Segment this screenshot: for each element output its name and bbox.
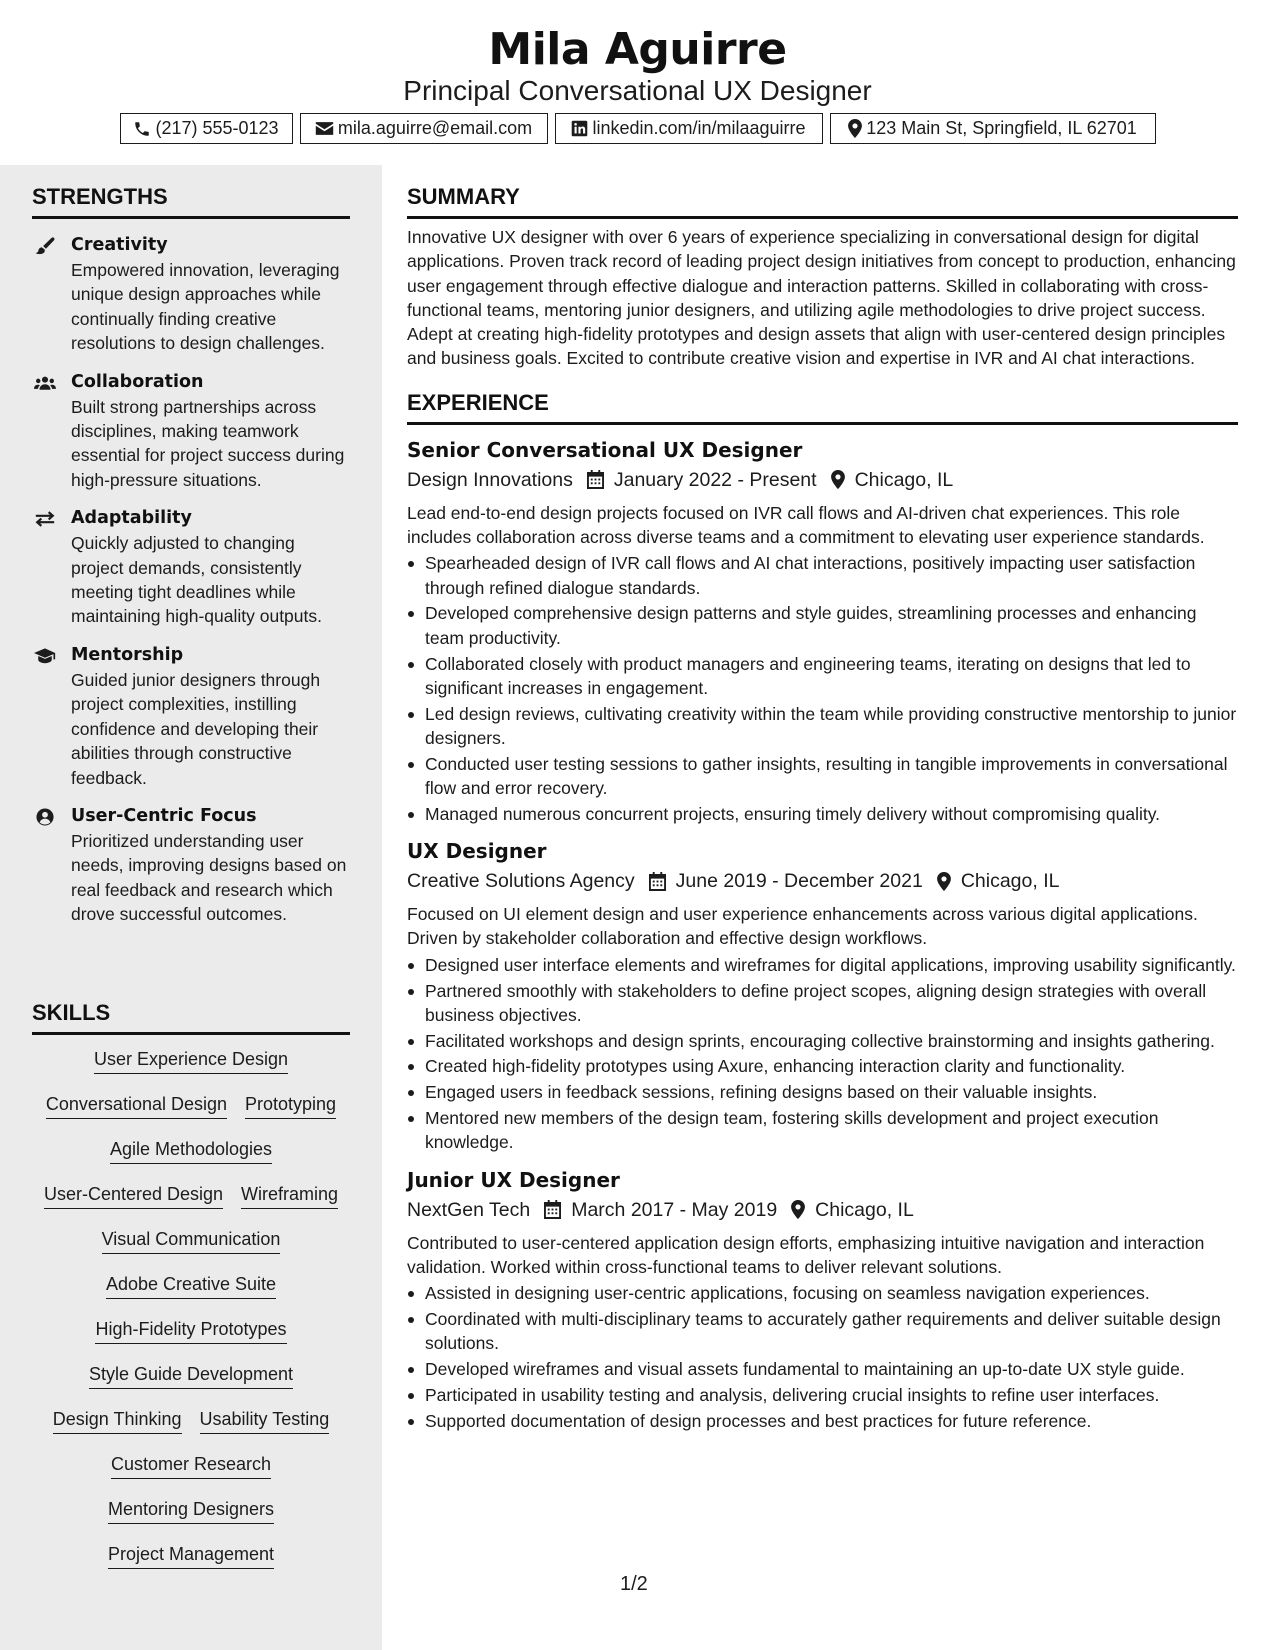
job-meta <box>407 1195 1238 1225</box>
summary-text: Innovative UX designer with over 6 years of experience specializing in conversational design for digital applications. Proven track record of leading project design initiatives from concept to production, enhancing user engagement through effective dialogue and interaction patterns. Skilled in collaborating with cross-functional teams, mentoring junior designers, and utilizing agile methodologies to drive project success. Adept at creating high-fidelity prototypes and design assets that align with user-centered design principles and business goals. Excited to contribute creative vision and expertise in IVR and AI chat interactions. <box>407 227 1236 369</box>
strength-item <box>32 804 350 927</box>
contact-bar <box>0 113 1275 144</box>
skill-tag: Mentoring Designers <box>32 1495 350 1540</box>
strength-item <box>32 233 350 356</box>
calendar-icon <box>544 1200 561 1219</box>
job-title: UX Designer <box>407 839 547 864</box>
job-location: Chicago, IL <box>960 870 1060 893</box>
strength-description: Built strong partnerships across disciplines, making teamwork essential for project success during high-pressure situations. <box>71 396 345 490</box>
skill-tag: Conversational Design <box>46 1090 227 1135</box>
summary-section <box>407 182 1238 371</box>
resume-header <box>0 0 1275 160</box>
job-bullets <box>407 1281 1238 1433</box>
exchange-arrows-icon <box>34 510 56 528</box>
page-number: 1/2 <box>620 1573 648 1595</box>
job-dates: June 2019 - December 2021 <box>675 870 923 893</box>
strength-title: Mentorship <box>71 644 184 665</box>
job-bullets <box>407 551 1238 826</box>
skill-tag: Prototyping <box>245 1090 336 1135</box>
summary-heading: SUMMARY <box>407 182 1238 219</box>
job-entry <box>407 435 1238 826</box>
job-bullet: Supported documentation of design processes and best practices for future reference. <box>407 1409 1238 1433</box>
job-bullet: Partnered smoothly with stakeholders to define project scopes, aligning design strategies with overall business objectives. <box>407 979 1238 1028</box>
job-description: Contributed to user-centered application design efforts, emphasizing intuitive navigation and interaction validation. Worked within cross-functional teams to deliver relevant solutions. <box>407 1232 1205 1277</box>
phone-text: (217) 555-0123 <box>155 118 279 138</box>
skills-section <box>32 998 350 1585</box>
job-bullet: Participated in usability testing and analysis, delivering crucial insights to refine user interfaces. <box>407 1383 1238 1407</box>
strength-title: User-Centric Focus <box>71 805 257 826</box>
job-company: NextGen Tech <box>407 1198 531 1221</box>
job-dates: January 2022 - Present <box>613 468 817 491</box>
candidate-title: Principal Conversational UX Designer <box>403 75 872 106</box>
graduation-cap-icon <box>34 647 56 665</box>
linkedin-icon <box>571 120 588 137</box>
job-company: Design Innovations <box>407 468 573 491</box>
job-bullet: Mentored new members of the design team, fostering skills development and project execution knowledge. <box>407 1106 1238 1155</box>
contact-linkedin[interactable] <box>555 113 823 144</box>
skill-tag: Design Thinking <box>53 1405 182 1450</box>
skill-tag: Agile Methodologies <box>32 1135 350 1180</box>
job-bullets <box>407 953 1238 1155</box>
job-bullet: Collaborated closely with product managers and engineering teams, iterating on designs that led to significant increases in engagement. <box>407 652 1238 701</box>
map-pin-icon <box>848 119 862 138</box>
skill-tag: High-Fidelity Prototypes <box>32 1315 350 1360</box>
job-bullet: Spearheaded design of IVR call flows and AI chat interactions, positively impacting user satisfaction through refined dialogue standards. <box>407 551 1238 600</box>
contact-phone <box>120 113 293 144</box>
job-bullet: Managed numerous concurrent projects, ensuring timely delivery without compromising quality. <box>407 802 1238 826</box>
address-text: 123 Main St, Springfield, IL 62701 <box>866 118 1137 138</box>
calendar-icon <box>649 872 666 891</box>
job-bullet: Coordinated with multi-disciplinary teams to accurately gather requirements and deliver suitable design solutions. <box>407 1307 1238 1356</box>
skill-tag: Customer Research <box>32 1450 350 1495</box>
job-title: Senior Conversational UX Designer <box>407 437 803 462</box>
strength-description: Guided junior designers through project complexities, instilling confidence and developing their abilities through constructive feedback. <box>71 669 321 788</box>
job-bullet: Created high-fidelity prototypes using Axure, enhancing interaction clarity and functionality. <box>407 1054 1238 1078</box>
job-meta <box>407 465 1238 495</box>
skill-tag: Project Management <box>32 1540 350 1585</box>
strengths-heading: STRENGTHS <box>32 182 350 219</box>
skill-tag: User Experience Design <box>32 1045 350 1090</box>
skill-tag: Visual Communication <box>32 1225 350 1270</box>
job-description: Lead end-to-end design projects focused on IVR call flows and AI-driven chat experiences. This role includes collaboration across diverse teams and a commitment to elevating user experience standards. <box>407 502 1205 548</box>
strength-item <box>32 506 350 629</box>
paintbrush-icon <box>34 237 56 255</box>
envelope-icon <box>315 121 334 136</box>
job-location: Chicago, IL <box>854 468 954 491</box>
skill-tag: Adobe Creative Suite <box>32 1270 350 1315</box>
left-sidebar <box>0 165 382 1650</box>
contact-email[interactable] <box>300 113 548 144</box>
skills-heading: SKILLS <box>32 998 350 1035</box>
strength-item <box>32 370 350 493</box>
skill-tag: Wireframing <box>241 1180 338 1225</box>
email-link[interactable]: mila.aguirre@email.com <box>337 118 533 138</box>
phone-icon <box>133 120 151 138</box>
skills-list <box>32 1045 350 1585</box>
job-bullet: Developed comprehensive design patterns and style guides, streamlining processes and enhancing team productivity. <box>407 601 1238 650</box>
strength-item <box>32 643 350 790</box>
job-meta <box>407 866 1238 896</box>
skill-tag: User-Centered Design <box>44 1180 223 1225</box>
job-bullet: Developed wireframes and visual assets fundamental to maintaining an up-to-date UX style guide. <box>407 1357 1238 1381</box>
users-icon <box>34 374 56 392</box>
skill-tag: Style Guide Development <box>32 1360 350 1405</box>
job-entry <box>407 1165 1238 1433</box>
main-content <box>407 165 1238 1434</box>
experience-heading: EXPERIENCE <box>407 388 1238 425</box>
strength-description: Empowered innovation, leveraging unique design approaches while continually finding creative resolutions to design challenges. <box>71 260 340 354</box>
job-description: Focused on UI element design and user experience enhancements across various digital applications. Driven by stakeholder collaboration and effective design workflows. <box>407 904 1198 949</box>
job-bullet: Led design reviews, cultivating creativity within the team while providing constructive mentorship to junior designers. <box>407 702 1238 751</box>
job-location: Chicago, IL <box>815 1198 914 1221</box>
strength-title: Collaboration <box>71 371 204 392</box>
job-bullet: Designed user interface elements and wireframes for digital applications, improving usability significantly. <box>407 953 1238 977</box>
job-dates: March 2017 - May 2019 <box>571 1198 778 1221</box>
job-bullet: Facilitated workshops and design sprints, encouraging collective brainstorming and insights gathering. <box>407 1029 1238 1053</box>
experience-section <box>407 388 1238 1433</box>
strength-description: Prioritized understanding user needs, improving designs based on real feedback and research which drove successful outcomes. <box>71 830 347 925</box>
job-entry <box>407 836 1238 1154</box>
job-title: Junior UX Designer <box>407 1167 620 1192</box>
skill-tag: Usability Testing <box>200 1405 330 1450</box>
candidate-name: Mila Aguirre <box>488 24 787 75</box>
contact-address <box>830 113 1156 144</box>
user-circle-icon <box>34 808 56 826</box>
job-company: Creative Solutions Agency <box>407 870 635 893</box>
strength-title: Adaptability <box>71 508 192 529</box>
strength-description: Quickly adjusted to changing project demands, consistently meeting tight deadlines while maintaining high-quality outputs. <box>71 533 322 627</box>
job-bullet: Engaged users in feedback sessions, refining designs based on their valuable insights. <box>407 1080 1238 1104</box>
map-pin-icon <box>791 1200 805 1219</box>
strength-title: Creativity <box>71 235 168 255</box>
strengths-section <box>32 182 350 927</box>
map-pin-icon <box>937 872 951 891</box>
job-bullet: Conducted user testing sessions to gather insights, resulting in tangible improvements in conversational flow and error recovery. <box>407 752 1238 801</box>
map-pin-icon <box>831 470 845 489</box>
job-bullet: Assisted in designing user-centric applications, focusing on seamless navigation experiences. <box>407 1281 1238 1305</box>
calendar-icon <box>587 470 604 489</box>
linkedin-link[interactable]: linkedin.com/in/milaaguirre <box>592 118 806 138</box>
